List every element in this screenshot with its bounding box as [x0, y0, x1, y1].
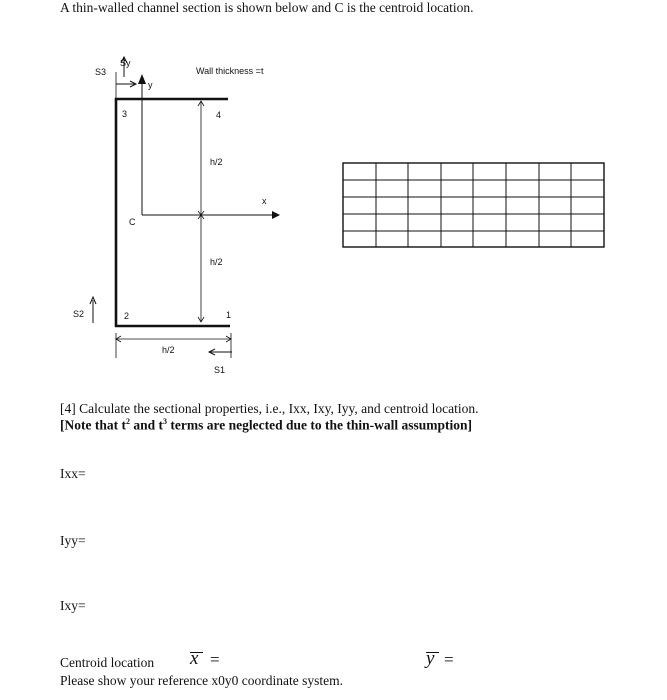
- sy-label: Sy: [120, 58, 131, 68]
- node-2-label: 2: [124, 311, 130, 321]
- h-half-upper-label: h/2: [210, 157, 223, 167]
- ybar-equals: =: [444, 650, 454, 669]
- s2-label: S2: [73, 309, 85, 319]
- x-axis-arrowhead: [272, 211, 280, 219]
- question-note: [Note that $t^2$ and $t^3$ terms are neglected due to the thin-wall assumption]: [60, 417, 472, 433]
- y-axis-label: y: [148, 80, 153, 90]
- s1-label: S1: [214, 365, 226, 375]
- problem-title: A thin-walled channel section is shown below and C is the centroid location.: [60, 0, 474, 15]
- s3-label: S3: [95, 67, 107, 77]
- channel-section: [115, 98, 230, 327]
- answer-grid: [343, 163, 604, 247]
- iyy-answer-label: Iyy=: [60, 533, 86, 548]
- ybar-symbol: y: [426, 648, 435, 669]
- centroid-label: C: [129, 217, 136, 227]
- centroid-location-label: Centroid location: [60, 655, 155, 670]
- node-4-label: 4: [216, 110, 222, 120]
- question-text: [4] Calculate the sectional properties, i.e., Ixx, Ixy, Iyy, and centroid location.: [60, 401, 479, 416]
- h-half-bottom-label: h/2: [162, 345, 175, 355]
- node-1-label: 1: [226, 310, 232, 320]
- ixx-answer-label: Ixx=: [60, 466, 86, 481]
- x-axis-label: x: [262, 196, 267, 206]
- wall-thickness-label: Wall thickness =t: [196, 66, 264, 76]
- s1-arrow: [209, 349, 232, 355]
- reference-instruction: Please show your reference x0y0 coordinate system.: [60, 673, 344, 688]
- s2-arrow: [90, 297, 96, 323]
- node-3-label: 3: [122, 109, 128, 119]
- xbar-equals: =: [210, 650, 220, 669]
- xbar-symbol: x: [190, 648, 199, 669]
- h-half-lower-label: h/2: [210, 257, 223, 267]
- s3-arrow: [116, 81, 136, 87]
- ixy-answer-label: Ixy=: [60, 598, 86, 613]
- y-axis-arrowhead: [138, 74, 146, 84]
